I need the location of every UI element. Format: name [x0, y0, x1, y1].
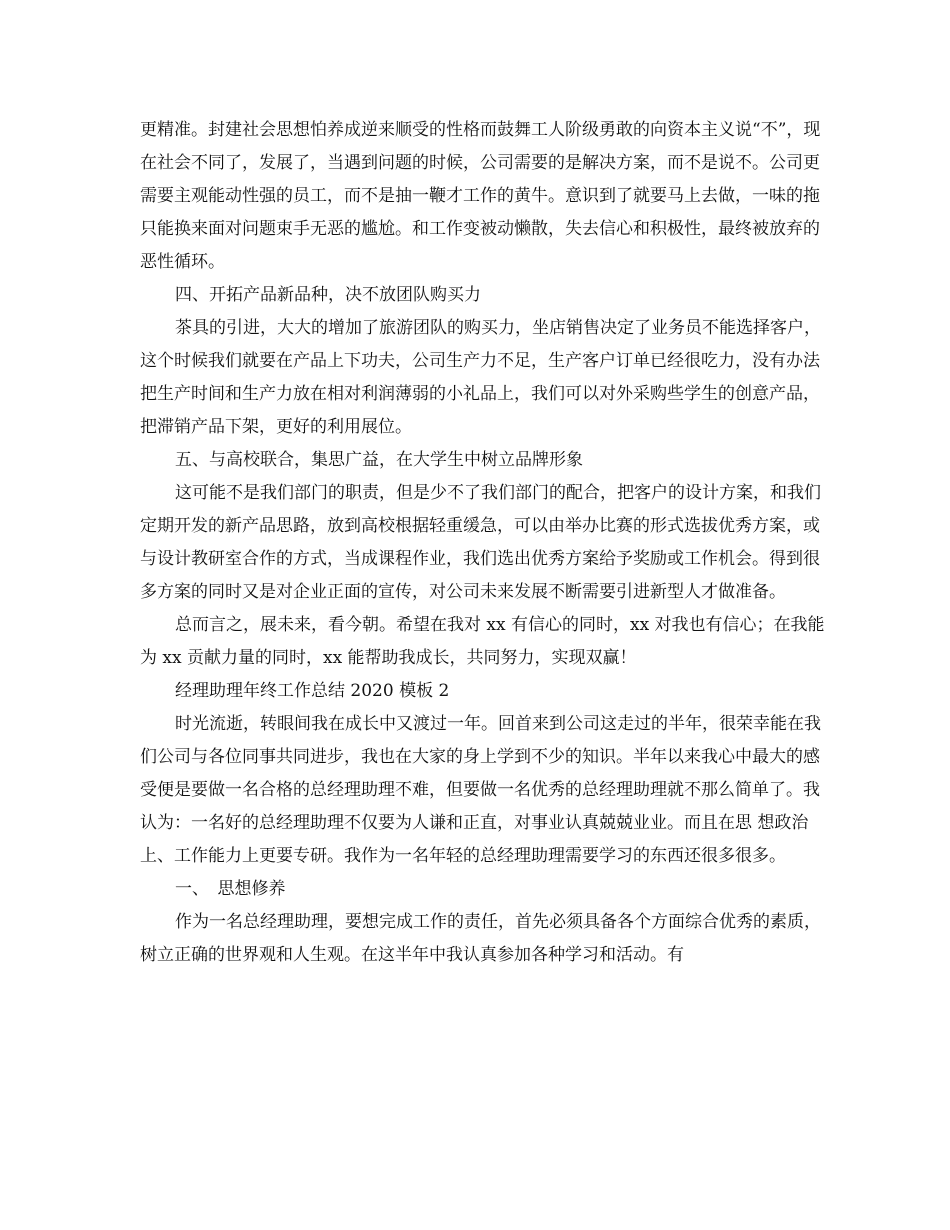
- paragraph-1: 更精准。封建社会思想怕养成逆来顺受的性格而鼓舞工人阶级勇敢的向资本主义说“不”，现在社会不同了，发展了，当遇到问题的时候，公司需要的是解决方案，而不是说不。公司更需要主观能动性强的员工，而不是抽一鞭才工作的黄牛。意识到了就要马上去做，一味的拖只能换来面对问题束手无恶的尴尬。和工作变被动懒散，失去信心和积极性，最终被放弃的恶性循环。: [140, 120, 821, 272]
- paragraph-6: 作为一名总经理助理，要想完成工作的责任，首先必须具备各个方面综合优秀的素质，树立正确的世界观和人生观。在这半年中我认真参加各种学习和活动。有: [140, 912, 821, 965]
- paragraph-3: 这可能不是我们部门的职责，但是少不了我们部门的配合，把客户的设计方案，和我们定期开发的新产品思路，放到高校根据轻重缓急，可以由举办比赛的形式选拔优秀方案，或与设计教研室合作的方式，当成课程作业，我们选出优秀方案给予奖励或工作机会。得到很多方案的同时又是对企业正面的宣传，对公司未来发展不断需要引进新型人才做准备。: [140, 483, 821, 602]
- paragraph-4: 总而言之，展未来，看今朝。希望在我对 xx 有信心的同时，xx 对我也有信心；在我能为 xx 贡献力量的同时，xx 能帮助我成长，共同努力，实现双赢！: [140, 615, 825, 668]
- section-heading-1: 一、 思想修养: [175, 879, 286, 899]
- section-heading-5: 五、与高校联合，集思广益，在大学生中树立品牌形象: [175, 450, 583, 470]
- paragraph-5: 时光流逝，转眼间我在成长中又渡过一年。回首来到公司这走过的半年，很荣幸能在我们公司与各位同事共同进步，我也在大家的身上学到不少的知识。半年以来我心中最大的感受便是要做一名合格的总经理助理不难，但要做一名优秀的总经理助理就不那么简单了。我认为：一名好的总经理助理不仅要为人谦和正直，对事业认真兢兢业业。而且在思 想政治上、工作能力上更要专研。我作为一名年轻的总经理助理需要学习的东西还很多很多。: [140, 714, 821, 866]
- section-heading-4: 四、开拓产品新品种，决不放团队购买力: [175, 285, 481, 305]
- paragraph-2: 茶具的引进，大大的增加了旅游团队的购买力，坐店销售决定了业务员不能选择客户，这个时候我们就要在产品上下功夫，公司生产力不足，生产客户订单已经很吃力，没有办法把生产时间和生产力放在相对利润薄弱的小礼品上，我们可以对外采购些学生的创意产品，把滞销产品下架，更好的利用展位。: [140, 318, 821, 437]
- document-body: [140, 114, 830, 972]
- document-subtitle: 经理助理年终工作总结 2020 模板 2: [175, 681, 450, 701]
